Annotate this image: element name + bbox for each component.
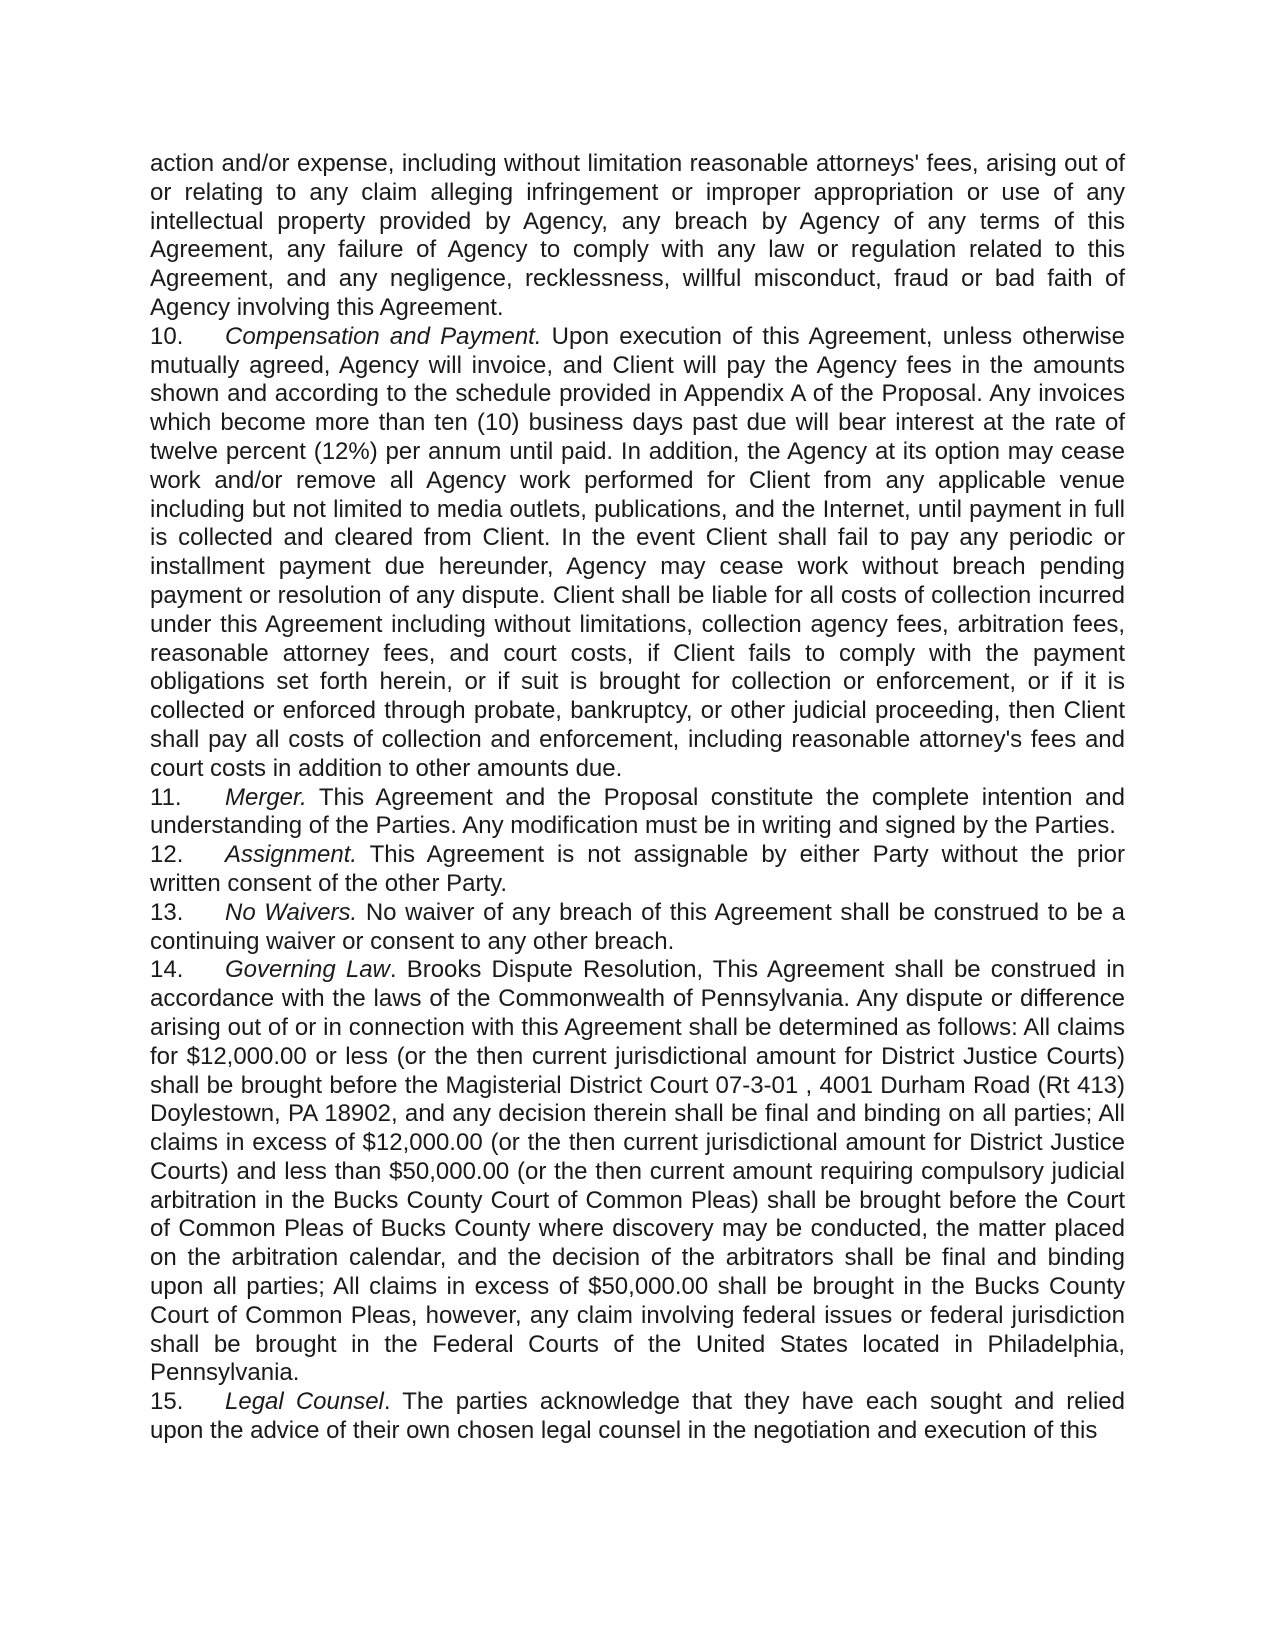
section-body: No waiver of any breach of this Agreement shall be construed to be a continuing waiver or consent to any other breach. <box>150 898 1125 955</box>
section-heading: Legal Counsel <box>225 1388 384 1416</box>
section-number: 11. <box>150 783 182 811</box>
section-10 <box>150 323 1125 784</box>
section-heading: Merger. <box>225 783 307 811</box>
section-body: This Agreement is not assignable by either Party without the prior written consent of the other Party. <box>150 841 1125 897</box>
section-number: 15. <box>150 1388 184 1416</box>
section-15 <box>150 1388 1125 1446</box>
section-body: Upon execution of this Agreement, unless otherwise mutually agreed, Agency will invoice, and Client will pay the Agency fees in the amounts shown and according to the schedule provided in Appendix A of the Proposal. Any invoices which become more than ten (10) business days past due will bear interest at the rate of twelve percent (12%) per annum until paid. In addition, the Agency at its option may cease work and/or remove all Agency work performed for Client from any applicable venue including but not limited to media outlets, publications, and the Internet, until payment in full is collected and cleared from Client. In the event Client shall fail to pay any periodic or installment payment due hereunder, Agency may cease work without breach pending payment or resolution of any dispute. Client shall be liable for all costs of collection incurred under this Agreement including without limitations, collection agency fees, arbitration fees, reasonable attorney fees, and court costs, if Client fails to comply with the payment obligations set forth herein, or if suit is brought for collection or enforcement, or if it is collected or enforced through probate, bankruptcy, or other judicial proceeding, then Client shall pay all costs of collection and enforcement, including reasonable attorney's fees and court costs in addition to other amounts due. <box>150 322 1125 782</box>
section-11 <box>150 784 1125 842</box>
section-number: 10. <box>150 322 184 350</box>
section-heading: Governing Law <box>225 956 390 984</box>
section-body: . Brooks Dispute Resolution, This Agreement shall be construed in accordance with the laws of the Commonwealth of Pennsylvania. Any dispute or difference arising out of or in connection with this Agreement shall be determined as follows: All claims for $12,000.00 or less (or the then current jurisdictional amount for District Justice Courts) shall be brought before the Magisterial District Court 07-3-01 , 4001 Durham Road (Rt 413) Doylestown, PA 18902, and any decision therein shall be final and binding on all parties; All claims in excess of $12,000.00 (or the then current jurisdictional amount for District Justice Courts) and less than $50,000.00 (or the then current amount requiring compulsory judicial arbitration in the Bucks County Court of Common Pleas) shall be brought before the Court of Common Pleas of Bucks County where discovery may be conducted, the matter placed on the arbitration calendar, and the decision of the arbitrators shall be final and binding upon all parties; All claims in excess of $50,000.00 shall be brought in the Bucks County Court of Common Pleas, however, any claim involving federal issues or federal jurisdiction shall be brought in the Federal Courts of the United States located in Philadelphia, Pennsylvania. <box>150 956 1125 1387</box>
section-12 <box>150 841 1125 899</box>
section-heading: No Waivers. <box>225 898 358 926</box>
section-heading: Assignment. <box>225 841 358 869</box>
section-heading: Compensation and Payment. <box>225 322 542 350</box>
section-13 <box>150 899 1125 957</box>
section-number: 14. <box>150 956 184 984</box>
continuation-paragraph: action and/or expense, including without limitation reasonable attorneys' fees, arising out of or relating to any claim alleging infringement or improper appropriation or use of any intellectual property provided by Agency, any breach by Agency of any terms of this Agreement, any failure of Agency to comply with any law or regulation related to this Agreement, and any negligence, recklessness, willful misconduct, fraud or bad faith of Agency involving this Agreement. <box>150 150 1125 321</box>
document-page <box>150 150 1125 1446</box>
section-14 <box>150 956 1125 1388</box>
section-body: This Agreement and the Proposal constitute the complete intention and understanding of the Parties. Any modification must be in writing and signed by the Parties. <box>150 783 1125 840</box>
section-number: 13. <box>150 898 184 926</box>
section-body: . The parties acknowledge that they have each sought and relied upon the advice of their own chosen legal counsel in the negotiation and execution of this <box>150 1388 1125 1445</box>
section-number: 12. <box>150 841 184 869</box>
